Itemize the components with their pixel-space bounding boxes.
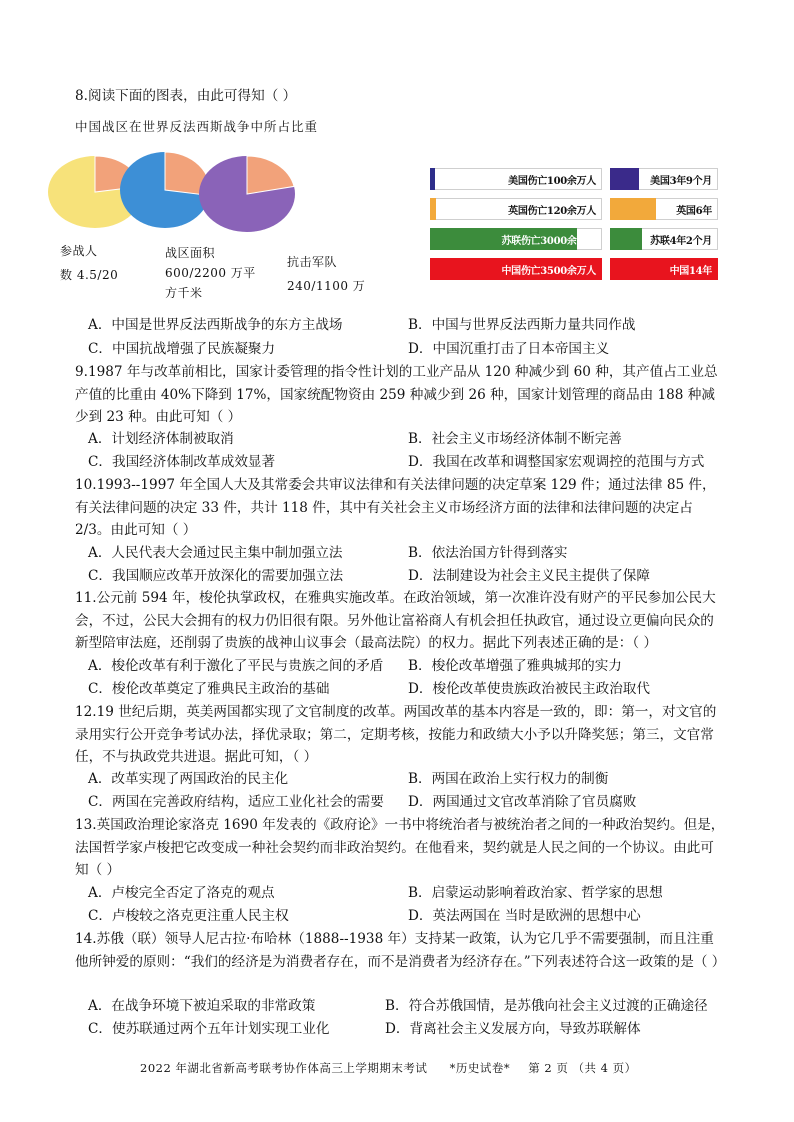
question-14-stem: 14.苏俄（联）领导人尼古拉·布哈林（1888--1938 年）支持某一政策，认为它几乎不需要强制，而且注重他所钟爱的原则：“我们的经济是为消费者存在，而不是消费者为经济存在。”下列表述符合这一政策的是（ ） <box>75 931 726 970</box>
q9-option-b: B．社会主义市场经济体制不断完善 <box>408 431 622 447</box>
q12-option-d: D．两国通过文官改革消除了官员腐败 <box>408 794 637 810</box>
pie-label-participants: 参战人 数 4.5/20 <box>60 244 119 282</box>
footer-page-number: 第 2 页 （共 4 页） <box>528 1061 637 1075</box>
page-footer <box>140 1060 645 1076</box>
casualty-label-1: 美国伤亡100余万人 <box>508 176 596 187</box>
duration-row-3 <box>610 228 718 250</box>
q12-option-b: B．两国在政治上实行权力的制衡 <box>408 771 609 787</box>
q9-option-d: D．我国在改革和调整国家宏观调控的范围与方式 <box>408 454 705 470</box>
duration-bar-3 <box>610 228 642 250</box>
casualty-row-4 <box>430 258 602 280</box>
q14-option-b: B．符合苏俄国情，是苏俄向社会主义过渡的正确途径 <box>385 998 708 1014</box>
pie-label-troops: 抗击军队 240/1100 万 <box>287 255 366 293</box>
duration-label-3: 苏联4年2个月 <box>650 236 712 247</box>
casualty-bar-2 <box>430 198 436 220</box>
q8-option-b: B．中国与世界反法西斯力量共同作战 <box>408 317 636 333</box>
q14-option-a: A．在战争环境下被迫采取的非常政策 <box>88 998 316 1014</box>
duration-label-2: 英国6年 <box>676 206 712 217</box>
casualty-row-1 <box>430 168 602 190</box>
casualty-label-3: 苏联伤亡3000余万人 <box>501 236 596 247</box>
q9-option-a: A．计划经济体制被取消 <box>88 431 234 447</box>
q14-option-d: D．背离社会主义发展方向，导致苏联解体 <box>385 1021 641 1037</box>
q13-option-d: D．英法两国在 当时是欧洲的思想中心 <box>408 908 641 924</box>
duration-label-4: 中国14年 <box>669 266 712 277</box>
duration-label-1: 美国3年9个月 <box>650 176 712 187</box>
q10-option-a: A．人民代表大会通过民主集中制加强立法 <box>88 545 343 561</box>
casualty-label-4: 中国伤亡3500余万人 <box>501 266 596 277</box>
question-13-stem: 13.英国政治理论家洛克 1690 年发表的《政府论》一书中将统治者与被统治者之间的一种政治契约。但是，法国哲学家卢梭把它改变成一种社会契约而非政治契约。在他看来，契约就是人民之间的一个协议。由此可知（ ） <box>75 817 725 878</box>
duration-row-2 <box>610 198 718 220</box>
q8-option-a: A．中国是世界反法西斯战争的东方主战场 <box>88 317 343 333</box>
pie-label-area: 战区面积 600/2200 万平 方千米 <box>165 246 256 300</box>
duration-bar-chart <box>610 168 718 286</box>
footer-exam-title: 2022 年湖北省新高考联考协作体高三上学期期末考试 <box>140 1061 428 1075</box>
q12-option-c: C．两国在完善政府结构，适应工业化社会的需要 <box>88 794 384 810</box>
question-12-stem: 12.19 世纪后期，英美两国都实现了文官制度的改革。两国改革的基本内容是一致的，即：第一，对文官的录用实行公开竞争考试办法，择优录取；第二，定期考核，按能力和政绩大小予以升降奖惩；第三，文官常任，不与执政党共进退。据此可知，（ ） <box>75 704 717 765</box>
casualty-row-3 <box>430 228 602 250</box>
question-11-stem: 11.公元前 594 年，梭伦执掌政权，在雅典实施改革。在政治领域，第一次准许没有财产的平民参加公民大会，不过，公民大会拥有的权力仍旧很有限。另外他让富裕商人有机会担任执政官，通过设立更偏向民众的新型陪审法庭，还削弱了贵族的战神山议事会（最高法院）的权力。据此下列表述正确的是：（ ） <box>75 590 716 651</box>
q11-option-a: A．梭伦改革有利于激化了平民与贵族之间的矛盾 <box>88 658 384 674</box>
duration-bar-1 <box>610 168 639 190</box>
q11-option-c: C．梭伦改革奠定了雅典民主政治的基础 <box>88 681 330 697</box>
q10-option-b: B．依法治国方针得到落实 <box>408 545 568 561</box>
question-10-stem: 10.1993--1997 年全国人大及其常委会共审议法律和有关法律问题的决定草案 129 件；通过法律 85 件，有关法律问题的决定 33 件，共计 118 件，其中有关社会主义市场经济方面的法律和法律问题的决定占 2/3。由此可知（ ） <box>75 477 716 538</box>
q9-option-c: C．我国经济体制改革成效显著 <box>88 454 276 470</box>
casualty-row-2 <box>430 198 602 220</box>
q13-option-c: C．卢梭较之洛克更注重人民主权 <box>88 908 289 924</box>
casualty-bar-chart <box>430 168 605 286</box>
question-8-stem: 8.阅读下面的图表，由此可得知（ ） <box>75 88 297 104</box>
q8-option-c: C．中国抗战增强了民族凝聚力 <box>88 341 276 357</box>
q11-option-d: D．梭伦改革使贵族政治被民主政治取代 <box>408 681 650 697</box>
pie-charts <box>40 150 370 250</box>
q13-option-a: A．卢梭完全否定了洛克的观点 <box>88 885 275 901</box>
casualty-label-2: 英国伤亡120余万人 <box>508 206 596 217</box>
figure-title: 中国战区在世界反法西斯战争中所占比重 <box>75 119 319 134</box>
q11-option-b: B．梭伦改革增强了雅典城邦的实力 <box>408 658 622 674</box>
duration-row-1 <box>610 168 718 190</box>
duration-bar-2 <box>610 198 656 220</box>
q14-option-c: C．使苏联通过两个五年计划实现工业化 <box>88 1021 330 1037</box>
casualty-bar-1 <box>430 168 435 190</box>
question-9-stem: 9.1987 年与改革前相比，国家计委管理的指令性计划的工业产品从 120 种减少到 60 种，其产值占工业总产值的比重由 40%下降到 17%，国家统配物资由 259 种减少到 26 种，国家计划管理的商品由 188 种减少到 23 种。由此可知（ ） <box>75 364 718 425</box>
q10-option-c: C．我国顺应改革开放深化的需要加强立法 <box>88 568 344 584</box>
q12-option-a: A．改革实现了两国政治的民主化 <box>88 771 289 787</box>
q8-option-d: D．中国沉重打击了日本帝国主义 <box>408 341 610 357</box>
duration-row-4 <box>610 258 718 280</box>
footer-subject: *历史试卷* <box>449 1061 511 1075</box>
q10-option-d: D．法制建设为社会主义民主提供了保障 <box>408 568 650 584</box>
q13-option-b: B．启蒙运动影响着政治家、哲学家的思想 <box>408 885 663 901</box>
